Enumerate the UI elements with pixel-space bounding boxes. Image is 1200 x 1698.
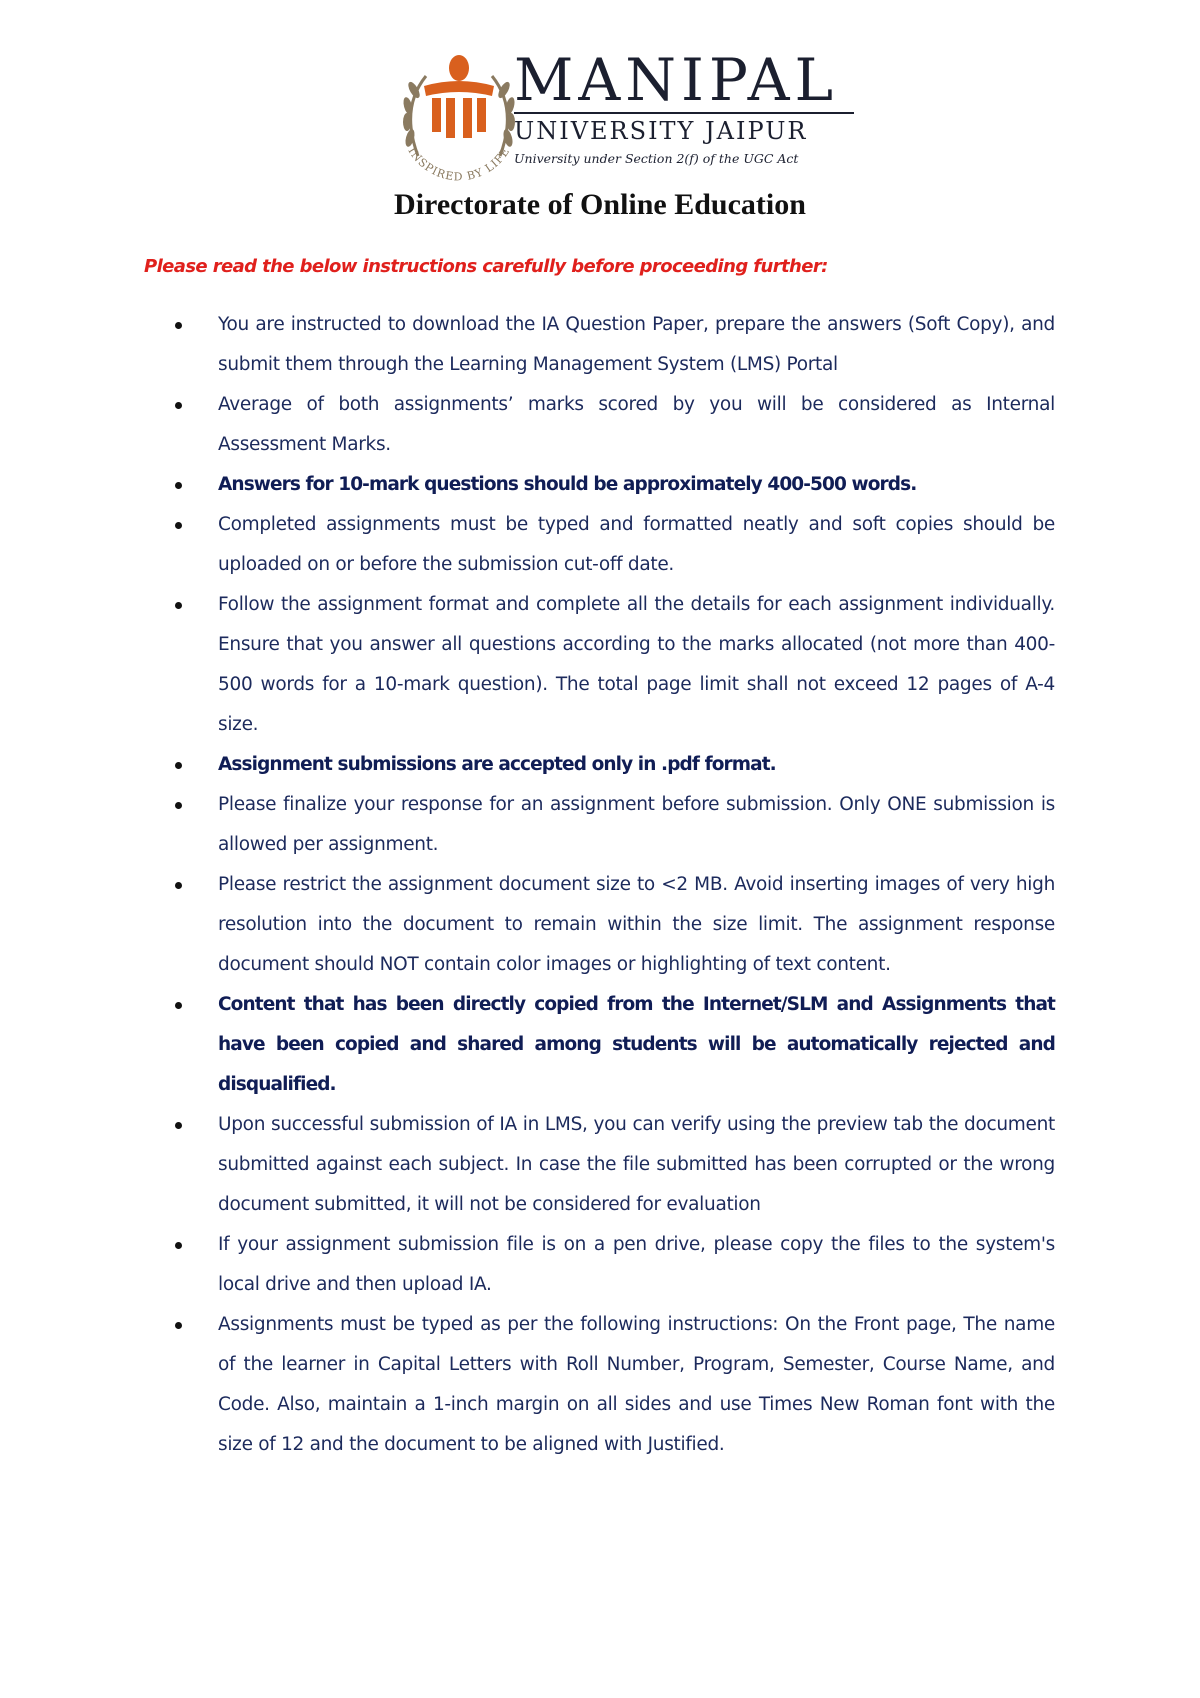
instruction-text: Assignment submissions are accepted only in .pdf format. — [218, 754, 776, 775]
bullet-icon — [175, 322, 182, 329]
instruction-item — [175, 385, 1055, 465]
university-logo — [384, 38, 854, 198]
instruction-text: Upon successful submission of IA in LMS, you can verify using the preview tab the document submitted against each subject. In case the file submitted has been corrupted or the wrong document submitted, it will not be considered for evaluation — [218, 1114, 1055, 1215]
instruction-item — [175, 785, 1055, 865]
instruction-item — [175, 1105, 1055, 1225]
instruction-item — [175, 1225, 1055, 1305]
logo-subtitle: UNIVERSITY JAIPUR — [514, 112, 854, 146]
instruction-item — [175, 865, 1055, 985]
instruction-text: Assignments must be typed as per the following instructions: On the Front page, The name of the learner in Capital Letters with Roll Number, Program, Semester, Course Name, and Code. Also, maintain a 1-inch margin on all sides and use Times New Roman font with the size of 12 and the document to be aligned with Justified. — [218, 1314, 1055, 1455]
bullet-icon — [175, 802, 182, 809]
logo-motto: INSPIRED BY LIFE — [405, 144, 513, 184]
instructions-notice: Please read the below instructions carefully before proceeding further: — [144, 256, 828, 277]
bullet-icon — [175, 482, 182, 489]
logo-wordmark — [514, 46, 854, 168]
instruction-text: Follow the assignment format and complete all the details for each assignment individually. Ensure that you answer all questions according to the marks allocated (not more than 400-500 words for a 10-mark question). The total page limit shall not exceed 12 pages of A-4 size. — [218, 594, 1055, 735]
instruction-item — [175, 465, 1055, 505]
instruction-text: Average of both assignments’ marks scored by you will be considered as Internal Assessment Marks. — [218, 394, 1055, 455]
bullet-icon — [175, 602, 182, 609]
bullet-icon — [175, 762, 182, 769]
page-title: Directorate of Online Education — [394, 188, 806, 221]
instruction-item — [175, 305, 1055, 385]
instruction-text: Answers for 10-mark questions should be approximately 400-500 words. — [218, 474, 917, 495]
bullet-icon — [175, 1002, 182, 1009]
bullet-icon — [175, 522, 182, 529]
bullet-icon — [175, 882, 182, 889]
instruction-text: Please restrict the assignment document size to <2 MB. Avoid inserting images of very high resolution into the document to remain within the size limit. The assignment response document should NOT contain color images or highlighting of text content. — [218, 874, 1055, 975]
instruction-text: Content that has been directly copied from the Internet/SLM and Assignments that have been copied and shared among students will be automatically rejected and disqualified. — [218, 994, 1055, 1095]
instruction-text: Please finalize your response for an assignment before submission. Only ONE submission is allowed per assignment. — [218, 794, 1055, 855]
emblem-icon — [384, 46, 534, 196]
instructions-list — [175, 305, 1055, 1465]
svg-text:INSPIRED BY LIFE — [405, 145, 512, 184]
instruction-item — [175, 985, 1055, 1105]
bullet-icon — [175, 402, 182, 409]
logo-name: MANIPAL — [514, 46, 839, 114]
instruction-text: Completed assignments must be typed and formatted neatly and soft copies should be uploaded on or before the submission cut-off date. — [218, 514, 1055, 575]
bullet-icon — [175, 1242, 182, 1249]
bullet-icon — [175, 1322, 182, 1329]
instruction-item — [175, 1305, 1055, 1465]
logo-tagline: University under Section 2(f) of the UGC Act — [514, 151, 799, 166]
instruction-item — [175, 585, 1055, 745]
instruction-text: If your assignment submission file is on a pen drive, please copy the files to the system's local drive and then upload IA. — [218, 1234, 1055, 1295]
instruction-item — [175, 505, 1055, 585]
instruction-text: You are instructed to download the IA Question Paper, prepare the answers (Soft Copy), and submit them through the Learning Management System (LMS) Portal — [218, 314, 1055, 375]
bullet-icon — [175, 1122, 182, 1129]
instruction-item — [175, 745, 1055, 785]
